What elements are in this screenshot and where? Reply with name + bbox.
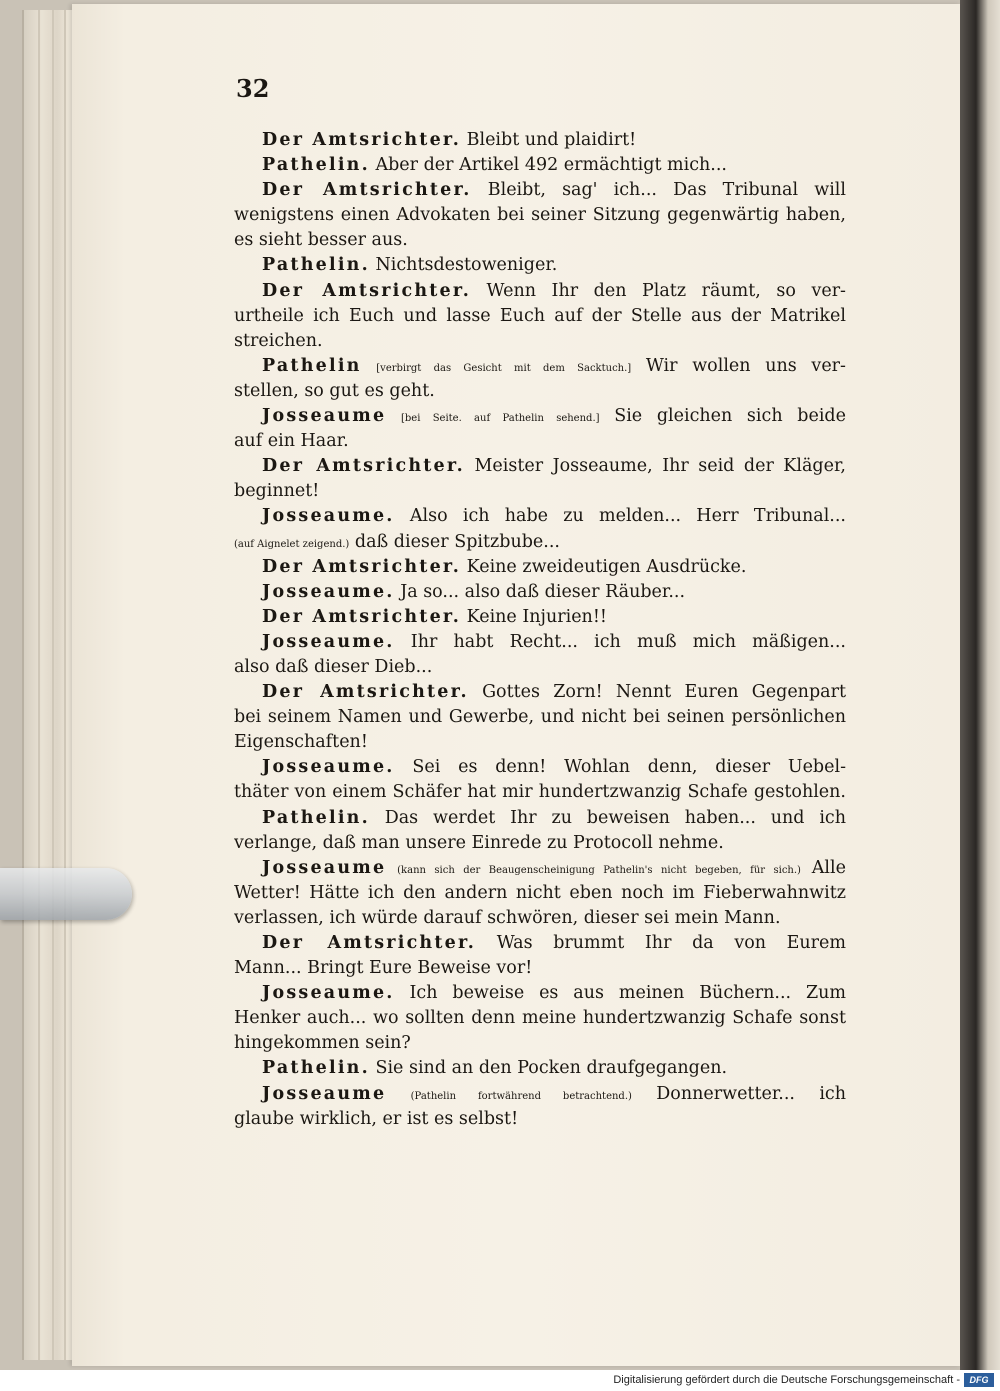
page-edge-line — [64, 10, 66, 1360]
text-line — [234, 831, 846, 856]
stage-direction: (Pathelin fortwährend betrachtend.) — [410, 1090, 632, 1102]
text-line — [234, 806, 846, 831]
text-line — [234, 730, 846, 755]
line-text: Wetter! Hätte ich den andern nicht eben noch im Fieberwahnwitz — [234, 882, 846, 903]
line-text: Sie sind an den Pocken draufgegangen. — [375, 1058, 728, 1079]
speaker-name: Josseaume — [262, 857, 387, 878]
line-text: Meister Josseaume, Ihr seid der Kläger, — [474, 456, 846, 477]
page-edge-line — [38, 10, 40, 1360]
text-line — [234, 203, 846, 228]
speaker-name: Josseaume — [262, 406, 387, 427]
text-line — [234, 605, 846, 630]
text-line — [234, 856, 846, 881]
text-line — [234, 680, 846, 705]
line-text: also daß dieser Dieb... — [234, 656, 433, 677]
text-line — [234, 655, 846, 680]
text-line — [234, 555, 846, 580]
speaker-name: Pathelin. — [262, 155, 370, 176]
line-text: es sieht besser aus. — [234, 230, 408, 251]
stage-direction: (kann sich der Beaugenscheinigung Pathelin's nicht begeben, für sich.) — [397, 864, 801, 876]
line-text: Ja so... also daß dieser Räuber... — [400, 581, 686, 602]
dfg-logo: DFG — [964, 1373, 994, 1387]
speaker-name: Josseaume — [262, 1083, 387, 1104]
line-text: Wenn Ihr den Platz räumt, so ver- — [486, 280, 846, 301]
page-number: 32 — [236, 74, 270, 103]
speaker-name: Pathelin. — [262, 807, 370, 828]
speaker-name: Der Amtsrichter. — [262, 556, 462, 577]
text-line — [234, 329, 846, 354]
line-text: Das werdet Ihr zu beweisen haben... und ich — [384, 807, 846, 828]
line-text: Sei es denn! Wohlan denn, dieser Uebel- — [412, 757, 846, 778]
line-text: thäter von einem Schäfer hat mir hundertzwanzig Schafe gestohlen. — [234, 782, 846, 803]
text-line — [234, 780, 846, 805]
text-line — [234, 906, 846, 931]
text-line — [234, 580, 846, 605]
text-line — [234, 504, 846, 529]
speaker-name: Der Amtsrichter. — [262, 606, 462, 627]
line-text: Gottes Zorn! Nennt Euren Gegenpart — [482, 682, 846, 703]
speaker-name: Josseaume. — [262, 757, 395, 778]
speaker-name: Josseaume. — [262, 631, 395, 652]
text-line — [234, 1031, 846, 1056]
page-text — [234, 128, 846, 1132]
line-text: wenigstens einen Advokaten bei seiner Sitzung gegenwärtig haben, — [234, 205, 846, 226]
line-text: hingekommen sein? — [234, 1033, 411, 1054]
text-line — [234, 881, 846, 906]
text-line — [234, 931, 846, 956]
line-text: Alle — [811, 857, 846, 878]
line-text: Ich beweise es aus meinen Büchern... Zum — [409, 983, 846, 1004]
text-line — [234, 1006, 846, 1031]
line-text: bei seinem Namen und Gewerbe, und nicht bei seinen persönlichen — [234, 707, 846, 728]
line-text: Wir wollen uns ver- — [645, 355, 846, 376]
speaker-name: Pathelin. — [262, 1058, 370, 1079]
speaker-name: Josseaume. — [262, 983, 395, 1004]
speaker-name: Der Amtsrichter. — [262, 933, 477, 953]
line-text: Keine Injurien!! — [466, 606, 607, 627]
speaker-name: Josseaume. — [262, 506, 395, 527]
line-text: auf ein Haar. — [234, 431, 349, 452]
line-text: Ihr habt Recht... ich muß mich mäßigen... — [410, 631, 846, 652]
text-line — [234, 153, 846, 178]
line-text: Nichtsdestoweniger. — [375, 255, 558, 276]
text-line — [234, 1056, 846, 1081]
line-text: Bleibt, sag' ich... Das Tribunal will — [487, 180, 846, 201]
text-line — [234, 454, 846, 479]
line-text: Eigenschaften! — [234, 732, 368, 753]
footer-credit: Digitalisierung gefördert durch die Deutsche Forschungsgemeinschaft - — [613, 1374, 960, 1386]
footer-bar — [0, 1370, 1000, 1391]
speaker-name: Der Amtsrichter. — [262, 280, 471, 301]
text-line — [234, 178, 846, 203]
text-line — [234, 354, 846, 379]
text-line — [234, 956, 846, 981]
line-text: verlange, daß man unsere Einrede zu Protocoll nehme. — [234, 832, 724, 853]
line-text: Mann... Bringt Eure Beweise vor! — [234, 958, 533, 979]
text-line — [234, 981, 846, 1006]
text-line — [234, 1107, 846, 1132]
book-spine-shadow — [960, 0, 1000, 1370]
line-text: Aber der Artikel 492 ermächtigt mich... — [375, 155, 727, 176]
line-text: urtheile ich Euch und lasse Euch auf der Stelle aus der Matrikel — [234, 305, 846, 326]
speaker-name: Der Amtsrichter. — [262, 682, 469, 703]
speaker-name: Pathelin — [262, 355, 362, 376]
text-line — [234, 1082, 846, 1107]
stage-direction: [verbirgt das Gesicht mit dem Sacktuch.] — [376, 362, 632, 374]
line-text: Was brummt Ihr da von Eurem — [496, 933, 846, 953]
text-line — [234, 279, 846, 304]
text-line — [234, 630, 846, 655]
speaker-name: Josseaume. — [262, 581, 395, 602]
line-text: Bleibt und plaidirt! — [466, 130, 637, 150]
line-text: Donnerwetter... ich — [656, 1083, 846, 1104]
stage-direction: [bei Seite. auf Pathelin sehend.] — [400, 413, 600, 425]
line-text: Sie gleichen sich beide — [614, 406, 846, 427]
line-text: Henker auch... wo sollten denn meine hundertzwanzig Schafe sonst — [234, 1008, 846, 1029]
text-line — [234, 379, 846, 404]
speaker-name: Der Amtsrichter. — [262, 130, 462, 150]
speaker-name: Der Amtsrichter. — [262, 180, 472, 201]
line-text: daß dieser Spitzbube... — [354, 531, 560, 552]
text-line — [234, 253, 846, 278]
line-text: beginnet! — [234, 481, 320, 502]
text-line — [234, 705, 846, 730]
page-edge-line — [52, 10, 54, 1360]
line-text: Also ich habe zu melden... Herr Tribunal... — [409, 506, 846, 527]
speaker-name: Pathelin. — [262, 255, 370, 276]
text-line — [234, 530, 846, 555]
text-line — [234, 479, 846, 504]
text-line — [234, 128, 846, 153]
line-text: verlassen, ich würde darauf schwören, dieser sei mein Mann. — [234, 907, 781, 928]
text-line — [234, 755, 846, 780]
line-text: Keine zweideutigen Ausdrücke. — [466, 556, 747, 577]
line-text: streichen. — [234, 330, 323, 351]
text-line — [234, 304, 846, 329]
text-line — [234, 228, 846, 253]
bookmark-tab — [0, 868, 132, 920]
line-text: glaube wirklich, er ist es selbst! — [234, 1108, 519, 1129]
text-line — [234, 429, 846, 454]
speaker-name: Der Amtsrichter. — [262, 456, 465, 477]
line-text: stellen, so gut es geht. — [234, 380, 435, 401]
text-line — [234, 404, 846, 429]
stage-direction: (auf Aignelet zeigend.) — [234, 538, 350, 550]
